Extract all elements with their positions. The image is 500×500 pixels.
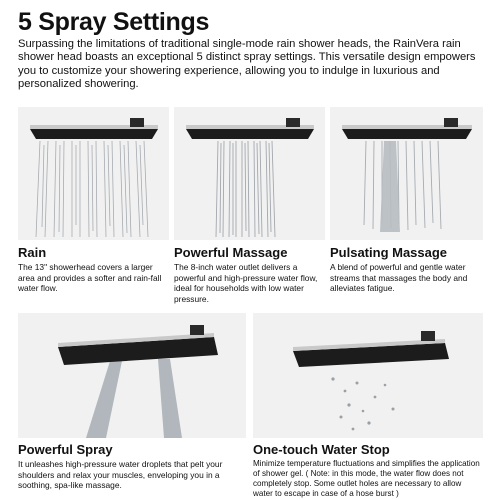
pulsating-massage-mode-description: A blend of powerful and gentle water streams that massages the body and alleviates fatigue. bbox=[330, 262, 468, 294]
powerful-massage-mode-image bbox=[174, 107, 325, 240]
rain-mode-description: The 13" showerhead covers a larger area and provides a softer and rain-fall water flow. bbox=[18, 262, 162, 294]
pulsating-water-streams bbox=[364, 141, 441, 230]
pulsating-massage-mode-image bbox=[330, 107, 483, 240]
powerful-spray-mode-description: It unleashes high-pressure water droplets that pelt your shoulders and relax your muscles, enveloping you in a soothing, spa-like massage. bbox=[18, 459, 223, 491]
powerful-spray-showerhead-illustration bbox=[18, 313, 246, 438]
rain-mode-title: Rain bbox=[18, 245, 47, 260]
rain-mode-image bbox=[18, 107, 169, 240]
rain-showerhead-illustration bbox=[18, 107, 169, 240]
powerful-massage-mode-title: Powerful Massage bbox=[174, 245, 288, 260]
water-stop-droplets bbox=[331, 377, 394, 430]
pulsating-dense-jet bbox=[380, 141, 400, 232]
powerful-massage-showerhead-illustration bbox=[174, 107, 325, 240]
water-stop-showerhead-illustration bbox=[253, 313, 483, 438]
powerful-spray-mode-title: Powerful Spray bbox=[18, 442, 113, 457]
rain-water-streams bbox=[36, 141, 148, 237]
showerhead-body bbox=[30, 129, 158, 139]
water-stop-mode-title: One-touch Water Stop bbox=[253, 442, 390, 457]
pulsating-massage-mode-title: Pulsating Massage bbox=[330, 245, 448, 260]
spray-water-streams bbox=[86, 359, 182, 438]
water-stop-mode-description: Minimize temperature fluctuations and simplifies the application of shower gel. ( Note: in this mode, the water flow does not completely stop. Some outlet holes are necessary to allow water to escape in case of a hose burst ) bbox=[253, 459, 480, 499]
pulsating-massage-showerhead-illustration bbox=[330, 107, 483, 240]
intro-paragraph: Surpassing the limitations of traditional single-mode rain shower heads, the RainVera rain shower head boasts an exceptional 5 distinct spray settings. This versatile design empowers you to customize your showering experience, allowing you to indulge in luxurious and personalized showering. bbox=[18, 38, 476, 91]
powerful-spray-mode-image bbox=[18, 313, 246, 438]
page-title: 5 Spray Settings bbox=[18, 8, 210, 36]
water-stop-mode-image bbox=[253, 313, 483, 438]
powerful-massage-mode-description: The 8-inch water outlet delivers a powerful and high-pressure water flow, ideal for households with low water pressure. bbox=[174, 262, 318, 304]
massage-water-streams bbox=[216, 141, 275, 237]
